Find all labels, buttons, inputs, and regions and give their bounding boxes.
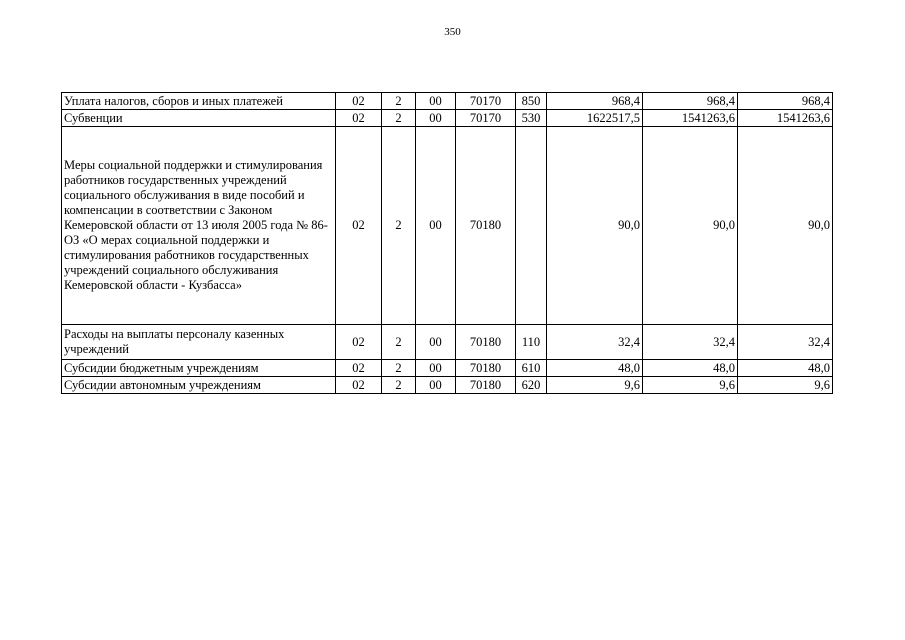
code-section: 02 [336, 93, 382, 110]
code-expense-type: 110 [516, 325, 547, 360]
row-name: Меры социальной поддержки и стимулирования работников государственных учреждений социального обслуживания в виде пособий и компенсации в соответствии с Законом Кемеровской области от 13 июля 2005 года № 86-ОЗ «О мерах социальной поддержки и стимулирования работников государственных учреждений социального обслуживания Кемеровской области - Кузбасса» [62, 127, 336, 325]
budget-table [61, 92, 833, 394]
code-subprogram: 00 [416, 360, 456, 377]
table-row [62, 325, 833, 360]
code-program: 2 [382, 325, 416, 360]
table-row [62, 93, 833, 110]
amount-year-2: 32,4 [643, 325, 738, 360]
amount-year-1: 1622517,5 [547, 110, 643, 127]
code-program: 2 [382, 127, 416, 325]
amount-year-2: 1541263,6 [643, 110, 738, 127]
table-row [62, 360, 833, 377]
code-section: 02 [336, 325, 382, 360]
amount-year-1: 968,4 [547, 93, 643, 110]
code-section: 02 [336, 360, 382, 377]
amount-year-3: 32,4 [738, 325, 833, 360]
amount-year-3: 90,0 [738, 127, 833, 325]
code-program: 2 [382, 360, 416, 377]
amount-year-2: 48,0 [643, 360, 738, 377]
code-direction: 70180 [456, 360, 516, 377]
code-program: 2 [382, 110, 416, 127]
code-subprogram: 00 [416, 325, 456, 360]
code-expense-type: 850 [516, 93, 547, 110]
amount-year-3: 9,6 [738, 377, 833, 394]
code-direction: 70170 [456, 110, 516, 127]
code-subprogram: 00 [416, 127, 456, 325]
code-program: 2 [382, 93, 416, 110]
code-expense-type: 610 [516, 360, 547, 377]
amount-year-2: 968,4 [643, 93, 738, 110]
table-row [62, 110, 833, 127]
page-number: 350 [444, 26, 461, 38]
row-name: Субсидии автономным учреждениям [62, 377, 336, 394]
row-name: Уплата налогов, сборов и иных платежей [62, 93, 336, 110]
table-row [62, 377, 833, 394]
table-row [62, 127, 833, 325]
amount-year-3: 968,4 [738, 93, 833, 110]
amount-year-1: 90,0 [547, 127, 643, 325]
code-expense-type: 620 [516, 377, 547, 394]
code-direction: 70180 [456, 127, 516, 325]
amount-year-1: 9,6 [547, 377, 643, 394]
code-program: 2 [382, 377, 416, 394]
code-expense-type [516, 127, 547, 325]
amount-year-3: 48,0 [738, 360, 833, 377]
amount-year-2: 90,0 [643, 127, 738, 325]
amount-year-2: 9,6 [643, 377, 738, 394]
code-subprogram: 00 [416, 377, 456, 394]
code-subprogram: 00 [416, 93, 456, 110]
code-direction: 70180 [456, 325, 516, 360]
amount-year-1: 32,4 [547, 325, 643, 360]
code-section: 02 [336, 377, 382, 394]
code-subprogram: 00 [416, 110, 456, 127]
code-direction: 70170 [456, 93, 516, 110]
code-expense-type: 530 [516, 110, 547, 127]
code-section: 02 [336, 127, 382, 325]
amount-year-1: 48,0 [547, 360, 643, 377]
code-section: 02 [336, 110, 382, 127]
code-direction: 70180 [456, 377, 516, 394]
row-name: Субсидии бюджетным учреждениям [62, 360, 336, 377]
row-name: Субвенции [62, 110, 336, 127]
row-name: Расходы на выплаты персоналу казенных учреждений [62, 325, 336, 360]
amount-year-3: 1541263,6 [738, 110, 833, 127]
